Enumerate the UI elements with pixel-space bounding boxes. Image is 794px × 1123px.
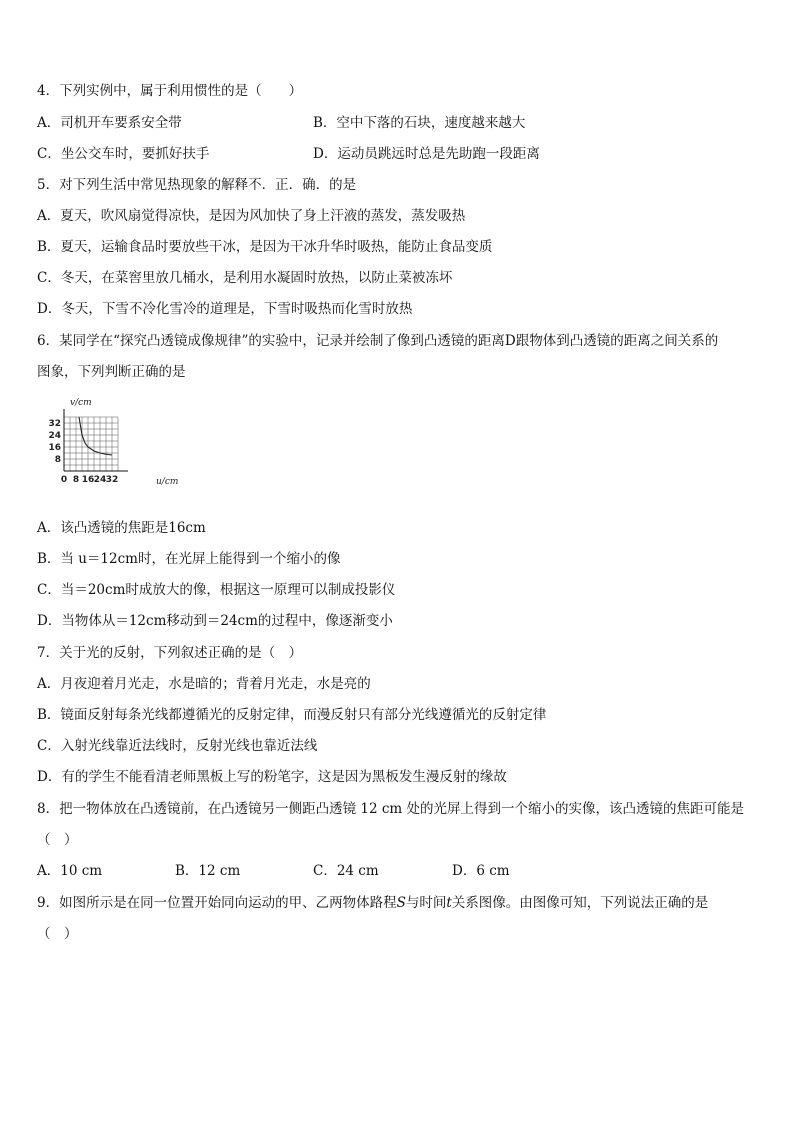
y-tick-label: 32 bbox=[48, 419, 61, 429]
q8-option-d: D．6 cm bbox=[452, 863, 510, 879]
q4-option-a: A．司机开车要系安全带 bbox=[37, 115, 182, 131]
x-tick-label: 32 bbox=[105, 475, 119, 485]
x-tick-label: 16 bbox=[81, 475, 95, 485]
y-tick-label: 16 bbox=[48, 443, 61, 453]
q5-option-b: B．夏天，运输食品时要放些干冰，是因为干冰升华时吸热，能防止食品变质 bbox=[37, 239, 493, 255]
y-tick-label: 24 bbox=[48, 431, 61, 441]
x-tick-label: 8 bbox=[72, 475, 80, 485]
q8-stem-line2: （ ） bbox=[37, 832, 78, 848]
q4-option-c: C．坐公交车时，要抓好扶手 bbox=[37, 146, 210, 162]
q5-option-c: C．冬天，在菜窖里放几桶水，是利用水凝固时放热，以防止菜被冻坏 bbox=[37, 270, 453, 286]
q9-stem-part2: 与时间 bbox=[405, 895, 447, 911]
q9-stem-line1 bbox=[37, 894, 708, 912]
q7-option-a: A．月夜迎着月光走，水是暗的；背着月光走，水是亮的 bbox=[37, 676, 371, 692]
q8-option-c: C．24 cm bbox=[313, 863, 379, 879]
y-axis-label: v/cm bbox=[70, 398, 92, 408]
q8-option-a: A．10 cm bbox=[37, 863, 103, 879]
q8-option-b: B．12 cm bbox=[175, 863, 241, 879]
vu-curve bbox=[79, 417, 112, 455]
q5-stem: 5．对下列生活中常见热现象的解释不．正．确．的是 bbox=[37, 177, 357, 193]
q6-option-c: C．当＝20cm时成放大的像，根据这一原理可以制成投影仪 bbox=[37, 582, 396, 598]
x-axis-label: u/cm bbox=[156, 477, 179, 487]
q9-s-variable: S bbox=[396, 895, 406, 911]
q8-stem-line1: 8．把一物体放在凸透镜前，在凸透镜另一侧距凸透镜 12 cm 处的光屏上得到一个缩小的实像，该凸透镜的焦距可能是 bbox=[37, 801, 745, 817]
q4-option-d: D．运动员跳远时总是先助跑一段距离 bbox=[313, 146, 540, 162]
q6-option-a: A．该凸透镜的焦距是16cm bbox=[37, 520, 206, 536]
q6-option-b: B．当 u＝12cm时，在光屏上能得到一个缩小的像 bbox=[37, 551, 341, 567]
q5-option-d: D．冬天，下雪不冷化雪冷的道理是，下雪时吸热而化雪时放热 bbox=[37, 301, 413, 317]
lens-image-distance-graph bbox=[40, 393, 192, 501]
q7-option-c: C．入射光线靠近法线时，反射光线也靠近法线 bbox=[37, 738, 318, 754]
q4-option-b: B．空中下落的石块，速度越来越大 bbox=[313, 115, 526, 131]
q9-stem-part1: 9．如图所示是在同一位置开始同向运动的甲、乙两物体路程 bbox=[37, 895, 397, 911]
y-tick-label: 8 bbox=[54, 455, 61, 465]
q7-stem: 7．关于光的反射，下列叙述正确的是（ ） bbox=[37, 645, 303, 661]
q9-stem-line2: （ ） bbox=[37, 926, 78, 942]
q6-option-d: D．当物体从＝12cm移动到＝24cm的过程中，像逐渐变小 bbox=[37, 613, 393, 629]
x-tick-label: 24 bbox=[93, 475, 107, 485]
x-tick-label: 0 bbox=[60, 475, 68, 485]
q6-stem-line1: 6．某同学在“探究凸透镜成像规律”的实验中，记录并绘制了像到凸透镜的距离D跟物体到凸透镜的距离之间关系的 bbox=[37, 333, 719, 349]
q5-option-a: A．夏天，吹风扇觉得凉快，是因为风加快了身上汗液的蒸发，蒸发吸热 bbox=[37, 208, 466, 224]
q7-option-d: D．有的学生不能看清老师黑板上写的粉笔字，这是因为黑板发生漫反射的缘故 bbox=[37, 769, 507, 785]
q9-stem-part3: 关系图像。由图像可知，下列说法正确的是 bbox=[451, 895, 709, 911]
q7-option-b: B．镜面反射每条光线都遵循光的反射定律，而漫反射只有部分光线遵循光的反射定律 bbox=[37, 707, 547, 723]
q4-stem: 4．下列实例中，属于利用惯性的是（ ） bbox=[37, 83, 303, 99]
q9-t-variable: t bbox=[446, 895, 452, 911]
q6-stem-line2: 图象，下列判断正确的是 bbox=[37, 364, 186, 380]
